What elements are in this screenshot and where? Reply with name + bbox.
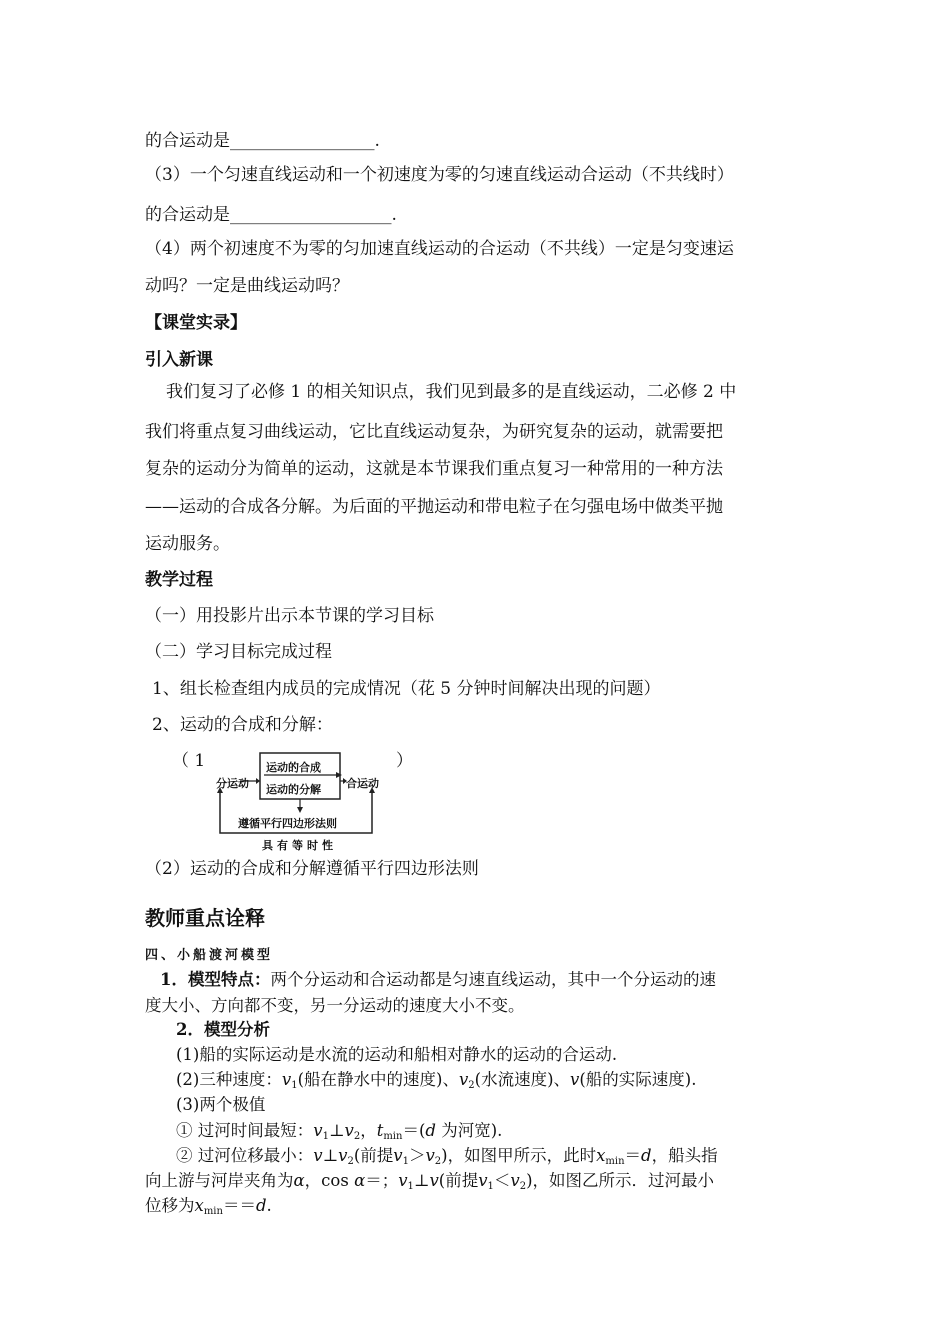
formula-line: ② 过河位移最小：$v\perp v_2$(前提$v_1>v_2$)，如图甲所示，此时$x_{min}=d$，船头指 <box>176 1146 718 1167</box>
formula-line: 位移为$x_{min}==d$. <box>145 1196 272 1217</box>
formula-text: 向上游与河岸夹角为 <box>145 1171 294 1190</box>
section-heading: 教学过程 <box>145 570 213 590</box>
section-heading: 教师重点诠释 <box>145 906 265 930</box>
text-line: （ 1 <box>172 751 206 771</box>
formula-text: ② 过河位移最小： <box>176 1146 314 1165</box>
text-line: 我们复习了必修 1 的相关知识点，我们见到最多的是直线运动，二必修 2 中 <box>166 382 737 402</box>
formula-text: (2)三种速度： <box>176 1070 282 1089</box>
text-line: 我们将重点复习曲线运动，它比直线运动复杂，为研究复杂的运动，就需要把 <box>145 422 723 442</box>
text-line: （3）一个匀速直线运动和一个初速度为零的匀速直线运动合运动（不共线时） <box>145 165 734 185</box>
text-line: 2、运动的合成和分解： <box>152 715 333 735</box>
model-analysis-heading: 2．模型分析 <box>176 1020 270 1039</box>
formula-text: ，船头指 <box>651 1146 718 1165</box>
formula-text: 为河宽). <box>441 1121 503 1140</box>
text-line: 度大小、方向都不变，另一分运动的速度大小不变。 <box>145 996 525 1015</box>
text-line: （二）学习目标完成过程 <box>145 642 332 662</box>
text-line: (1)船的实际运动是水流的运动和船相对静水的运动的合运动. <box>176 1045 618 1064</box>
text-line: 的合运动是_________________. <box>145 131 380 151</box>
text-line: （4）两个初速度不为零的匀加速直线运动的合运动（不共线）一定是匀变速运 <box>145 239 734 259</box>
section-heading: 引入新课 <box>145 350 213 370</box>
text-line: ） <box>396 751 413 771</box>
formula-text: (前提 <box>353 1146 394 1165</box>
section-heading: 【课堂实录】 <box>145 313 247 333</box>
diagram-foot-label: 具有等时性 <box>262 839 337 852</box>
diagram-bottom-label: 遵循平行四边形法则 <box>238 817 337 830</box>
formula-text: (船在静水中的速度)、 <box>297 1070 459 1089</box>
formula-text: )，如图甲所示，此时 <box>441 1146 597 1165</box>
text-line: 复杂的运动分为简单的运动，这就是本节课我们重点复习一种常用的一种方法 <box>145 459 723 479</box>
text-line: 运动服务。 <box>145 534 230 554</box>
text-line: （2）运动的合成和分解遵循平行四边形法则 <box>145 859 479 879</box>
formula-text: (水流速度)、 <box>474 1070 571 1089</box>
model-feature-label: 1．模型特点： <box>160 970 271 989</box>
formula-line: ① 过河时间最短：$v_1\perp v_2$，$t_{min}=(d$ 为河宽). <box>176 1121 503 1142</box>
text-line <box>160 970 716 990</box>
motion-diagram <box>212 751 392 851</box>
sub-heading: 四、小船渡河模型 <box>145 948 274 963</box>
formula-text: )，如图乙所示．过河最小 <box>526 1171 715 1190</box>
diagram-right-label: 合运动 <box>346 777 379 790</box>
diagram-left-label: 分运动 <box>216 777 249 790</box>
diagram-top-label: 运动的合成 <box>266 761 321 774</box>
formula-text: 位移为 <box>145 1196 195 1215</box>
formula-text: (船的实际速度). <box>579 1070 697 1089</box>
formula-text: ＝； <box>365 1171 399 1190</box>
text-line: （一）用投影片出示本节课的学习目标 <box>145 606 434 626</box>
formula-line: (2)三种速度：$v_1$(船在静水中的速度)、$v_2$(水流速度)、v(船的实际速度). <box>176 1070 697 1091</box>
text-line: 1、组长检查组内成员的完成情况（花 5 分钟时间解决出现的问题） <box>152 679 661 699</box>
text-line: ——运动的合成各分解。为后面的平抛运动和带电粒子在匀强电场中做类平抛 <box>145 497 723 517</box>
text-line: (3)两个极值 <box>176 1095 266 1114</box>
formula-text: (前提 <box>438 1171 479 1190</box>
text-line: 动吗？一定是曲线运动吗？ <box>145 276 349 296</box>
diagram-mid-label: 运动的分解 <box>266 783 321 796</box>
text-line: 的合运动是___________________. <box>145 205 397 225</box>
formula-text: ＝＝ <box>222 1196 256 1215</box>
formula-text: ，cos <box>304 1171 349 1190</box>
formula-text: ① 过河时间最短： <box>176 1121 314 1140</box>
model-feature-text: 两个分运动和合运动都是匀速直线运动，其中一个分运动的速 <box>270 970 716 989</box>
formula-line: 向上游与河岸夹角为α，cos α＝；$v_1\perp v$(前提$v_1<v_2$)，如图乙所示．过河最小 <box>145 1171 715 1192</box>
